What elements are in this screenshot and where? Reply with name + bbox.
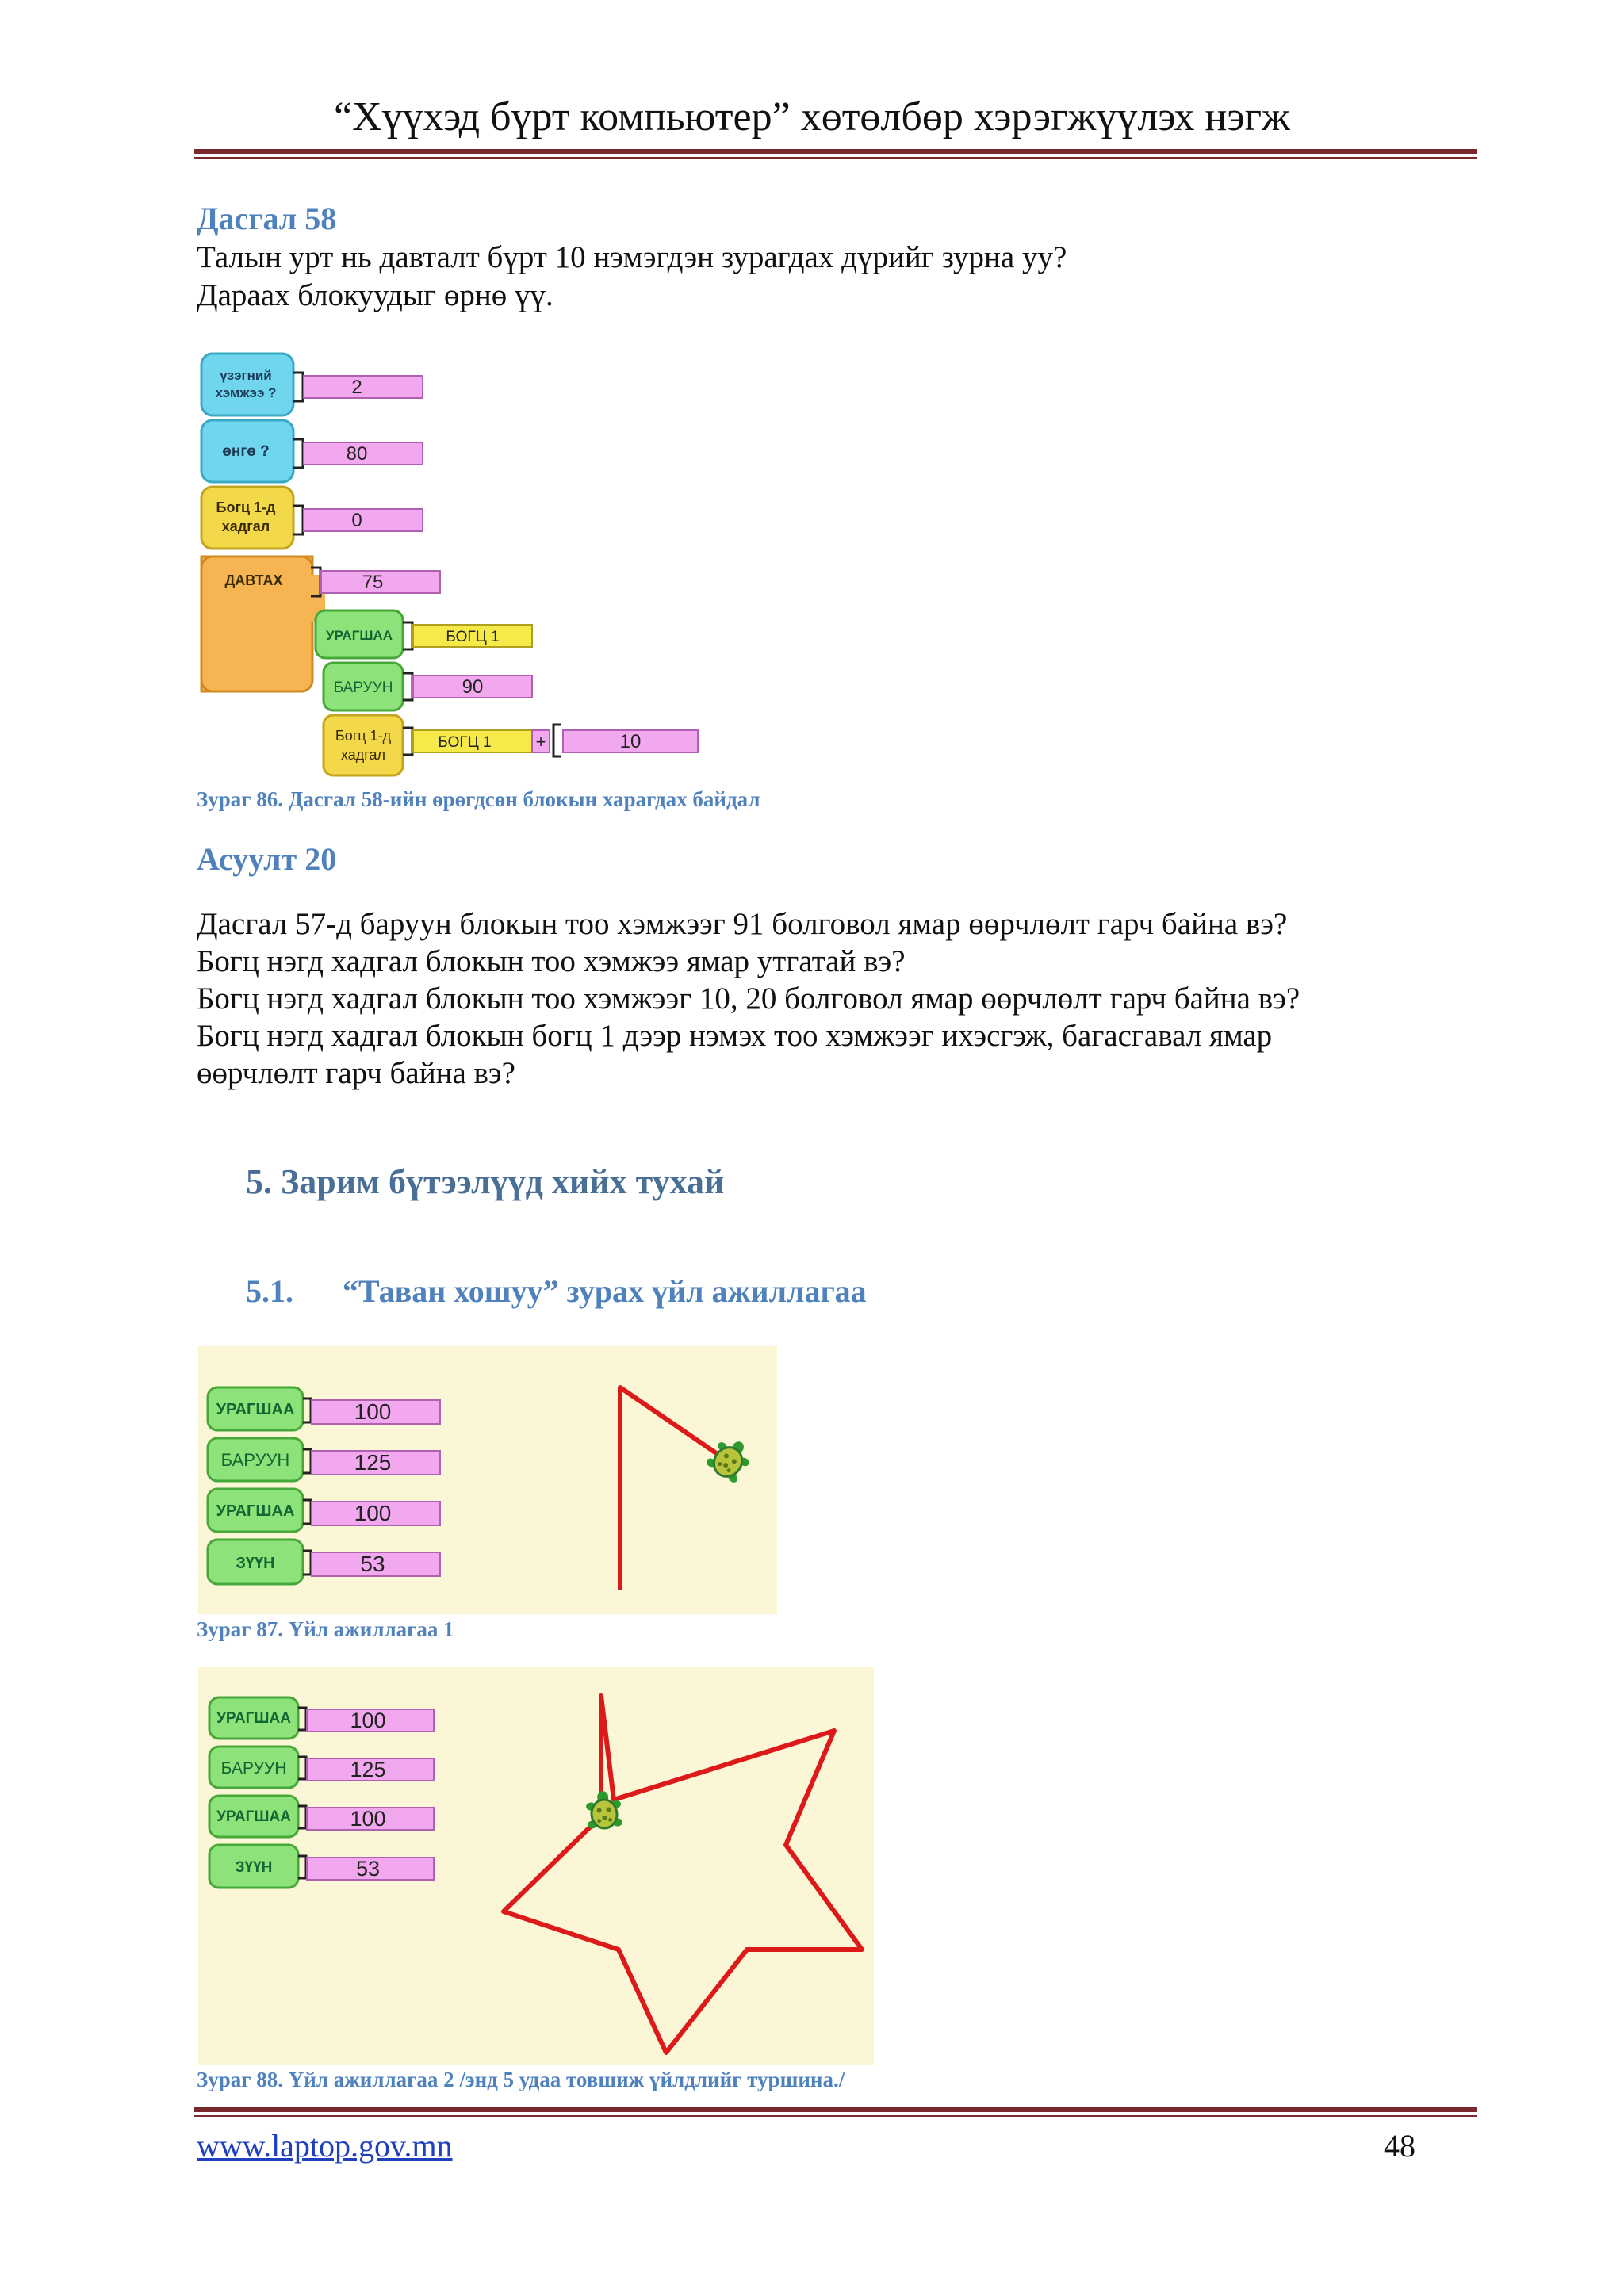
footer-website-link[interactable]: www.laptop.gov.mn bbox=[197, 2128, 453, 2164]
color-block bbox=[201, 420, 423, 482]
figure-87-caption: Зураг 87. Үйл ажиллагаа 1 bbox=[197, 1617, 454, 1641]
pen-size-label-2: хэмжээ ? bbox=[215, 385, 277, 400]
right-block bbox=[324, 663, 532, 710]
svg-text:УРАГШАА: УРАГШАА bbox=[216, 1808, 291, 1825]
figure-87-screen bbox=[198, 1346, 777, 1614]
svg-text:100: 100 bbox=[350, 1709, 386, 1732]
hold2-label-2: хадгал bbox=[341, 747, 385, 763]
color-label: өнгө ? bbox=[222, 443, 270, 460]
hold-block-1 bbox=[201, 487, 423, 549]
pen-size-label-1: үзэгний bbox=[220, 368, 272, 383]
page-header-title: “Хүүхэд бүрт компьютер” хөтөлбөр хэрэгжүүлэх нэгж bbox=[334, 94, 1290, 140]
hold-block-2 bbox=[324, 715, 698, 775]
question-line-2: Богц нэгд хадгал блокын тоо хэмжээ ямар утгатай вэ? bbox=[197, 944, 906, 978]
exercise-title: Дасгал 58 bbox=[197, 201, 337, 236]
question-line-1: Дасгал 57-д баруун блокын тоо хэмжээг 91 болговол ямар өөрчлөлт гарч байна вэ? bbox=[197, 907, 1288, 941]
exercise-line-2: Дараах блокуудыг өрнө үү. bbox=[197, 278, 553, 312]
hold2-label-1: Богц 1-д bbox=[335, 728, 392, 744]
question-title: Асуулт 20 bbox=[197, 841, 337, 877]
svg-text:100: 100 bbox=[350, 1807, 386, 1831]
add-value: 10 bbox=[619, 731, 642, 752]
question-line-5: өөрчлөлт гарч байна вэ? bbox=[197, 1056, 515, 1090]
color-value: 80 bbox=[346, 443, 368, 465]
figure-88-screen bbox=[198, 1667, 874, 2065]
pen-size-block bbox=[201, 354, 423, 415]
pen-size-value: 2 bbox=[351, 377, 362, 398]
figure-86-caption: Зураг 86. Дасгал 58-ийн өрөгдсөн блокын харагдах байдал bbox=[197, 787, 760, 811]
svg-text:100: 100 bbox=[354, 1501, 392, 1525]
svg-text:БАРУУН: БАРУУН bbox=[220, 1450, 290, 1470]
svg-text:УРАГШАА: УРАГШАА bbox=[216, 1502, 295, 1520]
hold1-value: 0 bbox=[351, 510, 362, 531]
forward-value: БОГЦ 1 bbox=[446, 629, 500, 645]
header-rule bbox=[194, 149, 1477, 159]
figure-88-caption: Зураг 88. Үйл ажиллагаа 2 /энд 5 удаа товшиж үйлдлийг туршина./ bbox=[197, 2068, 845, 2091]
svg-text:УРАГШАА: УРАГШАА bbox=[216, 1710, 291, 1727]
figure-86-blocks bbox=[198, 349, 714, 781]
hold1-label-2: хадгал bbox=[221, 519, 270, 534]
right-value: 90 bbox=[462, 676, 484, 698]
svg-text:125: 125 bbox=[354, 1450, 392, 1475]
footer-rule bbox=[194, 2107, 1477, 2117]
svg-text:125: 125 bbox=[350, 1758, 386, 1781]
question-line-3: Богц нэгд хадгал блокын тоо хэмжээг 10, 20 болговол ямар өөрчлөлт гарч байна вэ? bbox=[197, 982, 1300, 1016]
plus-sign: + bbox=[535, 732, 546, 752]
forward-block bbox=[316, 610, 532, 658]
hold2-value: БОГЦ 1 bbox=[438, 734, 492, 751]
svg-text:БАРУУН: БАРУУН bbox=[220, 1759, 287, 1777]
svg-text:УРАГШАА: УРАГШАА bbox=[216, 1401, 295, 1418]
svg-text:53: 53 bbox=[360, 1552, 385, 1576]
page-number: 48 bbox=[1384, 2128, 1415, 2164]
svg-text:100: 100 bbox=[354, 1399, 392, 1424]
svg-text:53: 53 bbox=[355, 1857, 381, 1881]
question-line-4: Богц нэгд хадгал блокын богц 1 дээр нэмэх тоо хэмжээг ихэсгэж, багасгавал ямар bbox=[197, 1019, 1273, 1053]
repeat-value: 75 bbox=[362, 572, 384, 593]
svg-text:ЗҮҮН: ЗҮҮН bbox=[236, 1555, 275, 1572]
hold1-label-1: Богц 1-д bbox=[216, 499, 276, 515]
svg-text:ЗҮҮН: ЗҮҮН bbox=[235, 1859, 273, 1876]
right-label: БАРУУН bbox=[333, 679, 393, 696]
forward-label: УРАГШАА bbox=[326, 628, 393, 643]
exercise-line-1: Талын урт нь давталт бүрт 10 нэмэгдэн зурагдах дүрийг зурна уу? bbox=[197, 240, 1067, 274]
repeat-label: ДАВТАХ bbox=[224, 572, 283, 588]
section-5-1-number: 5.1. bbox=[246, 1273, 293, 1309]
section-5-heading: 5. Зарим бүтээлүүд хийх тухай bbox=[246, 1162, 725, 1201]
section-5-1-title: “Таван хошуу” зурах үйл ажиллагаа bbox=[343, 1273, 867, 1309]
